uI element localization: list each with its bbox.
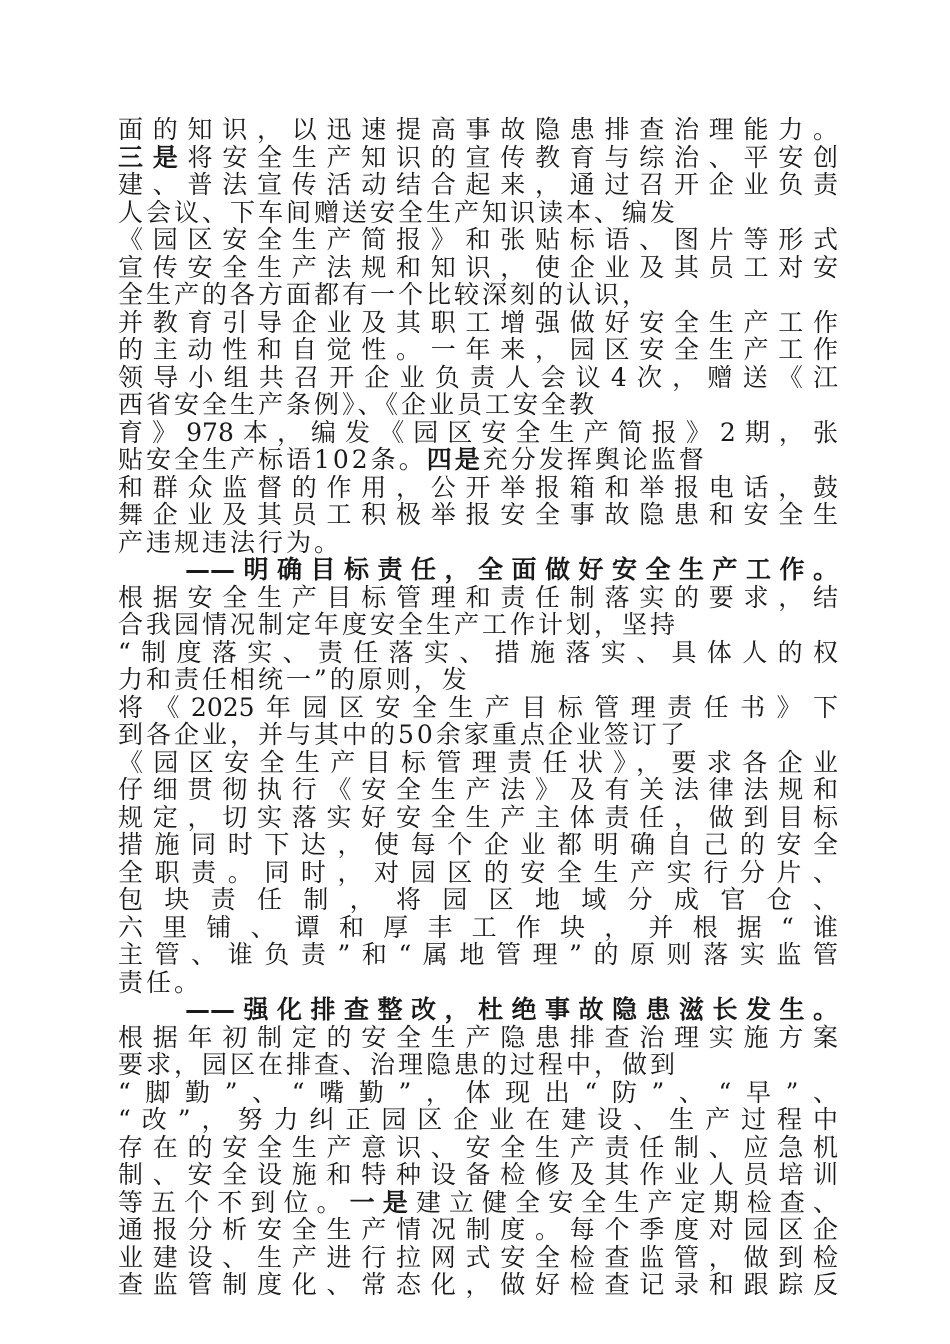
text-line [118,364,838,392]
text-run: 制、安全设施和特种设备检修及其作业人员培训 [118,1161,838,1189]
text-run: 面的知识，以迅速提高事故隐患排查治理能力。 [118,116,838,144]
text-line [118,1189,838,1217]
text-line [118,391,838,419]
text-run: 《园区安全生产简报》和张贴标语、图片等形式 [118,226,838,254]
text-line [118,969,838,997]
text-run: 并教育引导企业及其职工增强做好安全生产工作 [118,308,838,336]
text-line [118,776,838,804]
section-heading-line [118,996,838,1024]
text-line [118,1051,838,1079]
text-run: 力和责任相统一”的原则，发 [118,666,470,694]
text-line [118,1024,838,1052]
text-line [118,254,838,282]
text-run: 的主动性和自觉性。一年来，园区安全生产工作 [118,336,838,364]
text-run: 将《2025年园区安全生产目标管理责任书》下 [118,693,838,721]
text-run: ——明确目标责任，全面做好安全生产工作。 [118,556,838,584]
text-run: 全生产的各方面都有一个比较深刻的认识， [118,281,651,309]
text-line [118,886,838,914]
text-run: 舞企业及其员工积极举报安全事故隐患和安全生 [118,501,838,529]
text-line [118,226,838,254]
text-run: 将安全生产知识的宣传教育与综治、平安创 [187,143,838,171]
text-line [118,694,838,722]
text-run: “改”，努力纠正园区企业在建设、生产过程中 [118,1106,838,1134]
bold-marker: 三是 [118,143,188,171]
text-run: 措施同时下达，使每个企业都明确自己的安全 [118,831,838,859]
text-run: 规定，切实落实好安全生产主体责任，做到目标 [118,803,838,831]
text-line [118,446,838,474]
text-run: 人会议、下车间赠送安全生产知识读本、编发 [118,198,679,226]
text-line [118,144,838,172]
text-run: 全职责。同时，对园区的安全生产实行分片、 [118,858,838,886]
text-run: 育》978本，编发《园区安全生产简报》2期，张 [118,418,838,446]
text-line [118,1134,838,1162]
text-run: 仔细贯彻执行《安全生产法》及有关法律法规和 [118,776,838,804]
text-run: 责任。 [118,968,203,996]
text-line [118,116,838,144]
text-run: 要求，园区在排查、治理隐患的过程中，做到 [118,1051,679,1079]
text-run: 西省安全生产条例》、《企业员工安全教 [118,391,598,419]
text-run: “脚勤”、“嘴勤”，体现出“防”、“早”、 [118,1078,838,1106]
text-line [118,1161,838,1189]
text-run: ——强化排查整改，杜绝事故隐患滋长发生。 [118,996,838,1024]
text-line [118,859,838,887]
text-run: 领导小组共召开企业负责人会议4次，赠送《江 [118,363,838,391]
text-run: 业建设、生产进行拉网式安全检查监管，做到检 [118,1243,838,1271]
text-run: 和群众监督的作用，公开举报箱和举报电话，鼓 [118,473,838,501]
text-line [118,474,838,502]
text-run: 产违规违法行为。 [118,528,343,556]
text-run: 根据安全生产目标管理和责任制落实的要求，结 [118,583,838,611]
text-line [118,914,838,942]
text-line [118,639,838,667]
text-run: “制度落实、责任落实、措施落实、具体人的权 [118,638,838,666]
text-run: 建、普法宣传活动结合起来，通过召开企业负责 [118,171,838,199]
text-line [118,666,838,694]
text-run: 六里铺、谭和厚丰工作块，并根据“谁 [118,913,838,941]
text-run: 合我园情况制定年度安全生产工作计划，坚持 [118,611,679,639]
text-line [118,1106,838,1134]
text-run: 《园区安全生产目标管理责任状》，要求各企业 [118,748,838,776]
text-run: 宣传安全生产法规和知识，使企业及其员工对安 [118,253,838,281]
text-line [118,1216,838,1244]
text-line [118,721,838,749]
text-line [118,419,838,447]
text-run: 贴安全生产标语102条。 [118,446,427,474]
text-line [118,501,838,529]
text-line [118,749,838,777]
text-line [118,309,838,337]
text-run: 包块责任制，将园区地域分成官仓、 [118,886,838,914]
text-line [118,529,838,557]
text-line [118,941,838,969]
text-line [118,199,838,227]
text-line [118,611,838,639]
text-run: 根据年初制定的安全生产隐患排查治理实施方案 [118,1023,838,1051]
text-run: 充分发挥舆论监督 [482,446,707,474]
text-line [118,281,838,309]
document-body [118,116,838,1299]
bold-marker: 一是 [349,1188,416,1216]
text-run: 查监管制度化、常态化，做好检查记录和跟踪反 [118,1271,838,1299]
text-run: 等五个不到位。 [118,1188,350,1216]
text-line [118,336,838,364]
text-run: 到各企业，并与其中的50余家重点企业签订了 [118,721,688,749]
text-line [118,584,838,612]
bold-marker: 四是 [426,446,483,474]
text-line [118,804,838,832]
text-run: 存在的安全生产意识、安全生产责任制、应急机 [118,1133,838,1161]
text-run: 主管、谁负责”和“属地管理”的原则落实监管 [118,941,838,969]
text-run: 建立健全安全生产定期检查、 [415,1188,838,1216]
text-line [118,171,838,199]
text-line [118,1079,838,1107]
section-heading-line [118,556,838,584]
text-line [118,1271,838,1299]
text-line [118,1244,838,1272]
text-run: 通报分析安全生产情况制度。每个季度对园区企 [118,1216,838,1244]
text-line [118,831,838,859]
